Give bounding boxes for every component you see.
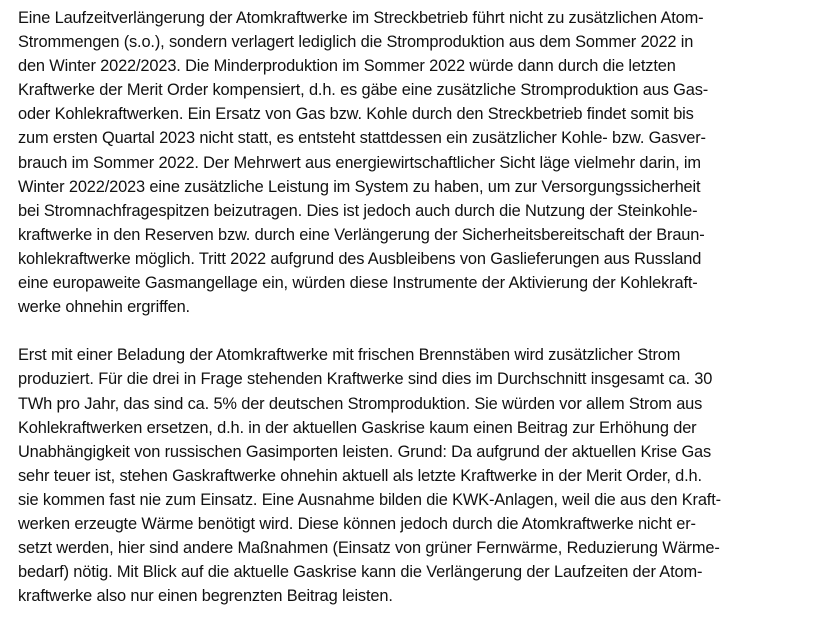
text-line: Unabhängigkeit von russischen Gasimporten leisten. Grund: Da aufgrund der aktuellen Krise Gas bbox=[18, 442, 712, 461]
text-line: Erst mit einer Beladung der Atomkraftwerke mit frischen Brennstäben wird zusätzlicher Strom bbox=[18, 346, 681, 365]
text-line: oder Kohlekraftwerken. Ein Ersatz von Gas bzw. Kohle durch den Streckbetrieb findet somit bis bbox=[18, 105, 694, 124]
text-line: brauch im Sommer 2022. Der Mehrwert aus energiewirtschaftlicher Sicht läge vielmehr darin, im bbox=[18, 153, 701, 172]
text-line: Kohlekraftwerken ersetzen, d.h. in der aktuellen Gaskrise kaum einen Beitrag zur Erhöhung der bbox=[18, 418, 697, 437]
text-line: den Winter 2022/2023. Die Minderproduktion im Sommer 2022 würde dann durch die letzten bbox=[18, 57, 676, 76]
text-line: Kraftwerke der Merit Order kompensiert, d.h. es gäbe eine zusätzliche Stromproduktion aus Gas- bbox=[18, 81, 709, 100]
text-line: kraftwerke in den Reserven bzw. durch eine Verlängerung der Sicherheitsbereitschaft der Braun- bbox=[18, 225, 705, 244]
text-line: sie kommen fast nie zum Einsatz. Eine Ausnahme bilden die KWK-Anlagen, weil die aus den Kraft- bbox=[18, 490, 721, 509]
paragraph-spacer bbox=[18, 319, 831, 343]
text-line: Strommengen (s.o.), sondern verlagert lediglich die Stromproduktion aus dem Sommer 2022 in bbox=[18, 33, 694, 52]
text-line: werken erzeugte Wärme benötigt wird. Diese können jedoch durch die Atomkraftwerke nicht er- bbox=[18, 514, 696, 533]
text-line: zum ersten Quartal 2023 nicht statt, es entsteht stattdessen ein zusätzlicher Kohle- bzw. Gasver- bbox=[18, 129, 706, 148]
text-line: kohlekraftwerke möglich. Tritt 2022 aufgrund des Ausbleibens von Gaslieferungen aus Russland bbox=[18, 249, 702, 268]
text-line: kraftwerke also nur einen begrenzten Beitrag leisten. bbox=[18, 587, 393, 606]
text-line: setzt werden, hier sind andere Maßnahmen (Einsatz von grüner Fernwärme, Reduzierung Wärme- bbox=[18, 539, 720, 558]
text-line: eine europaweite Gasmangellage ein, würden diese Instrumente der Aktivierung der Kohlekraft- bbox=[18, 274, 698, 293]
text-line: bei Stromnachfragespitzen beizutragen. Dies ist jedoch auch durch die Nutzung der Steinkohle- bbox=[18, 201, 698, 220]
text-line: produziert. Für die drei in Frage stehenden Kraftwerke sind dies im Durchschnitt insgesamt ca. 30 bbox=[18, 370, 713, 389]
text-line: TWh pro Jahr, das sind ca. 5% der deutschen Stromproduktion. Sie würden vor allem Strom aus bbox=[18, 394, 703, 413]
text-line: werke ohnehin ergriffen. bbox=[18, 298, 190, 317]
text-line: sehr teuer ist, stehen Gaskraftwerke ohnehin aktuell als letzte Kraftwerke in der Merit Order, d.h. bbox=[18, 466, 702, 485]
text-line: bedarf) nötig. Mit Blick auf die aktuelle Gaskrise kann die Verlängerung der Laufzeiten der Atom- bbox=[18, 563, 703, 582]
text-line: Winter 2022/2023 eine zusätzliche Leistung im System zu haben, um zur Versorgungssicherheit bbox=[18, 177, 701, 196]
text-line: Eine Laufzeitverlängerung der Atomkraftwerke im Streckbetrieb führt nicht zu zusätzlichen Atom- bbox=[18, 9, 704, 27]
paragraph-brennstaebe bbox=[18, 343, 831, 608]
paragraph-streckbetrieb bbox=[18, 6, 831, 319]
